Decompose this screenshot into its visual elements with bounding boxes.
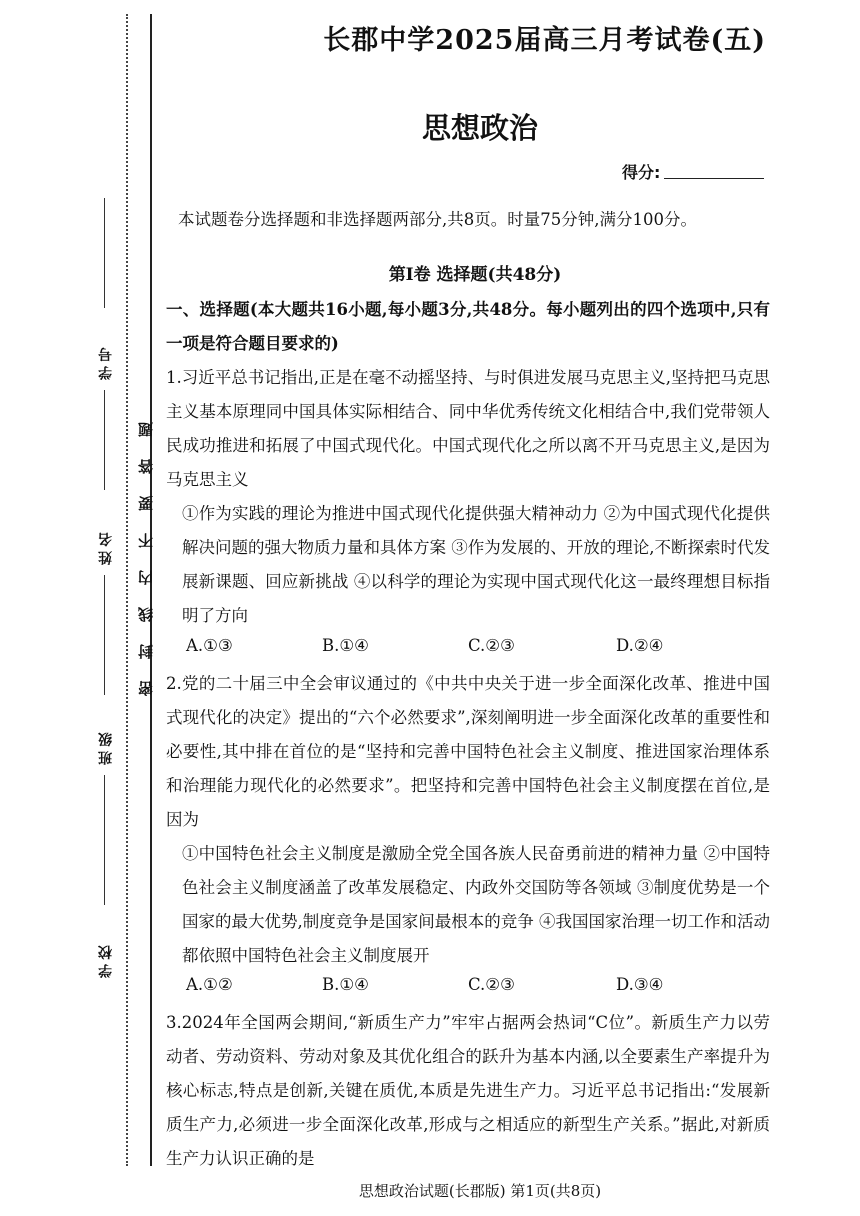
- section-instructions: 一、选择题(本大题共16小题,每小题3分,共48分。每小题列出的四个选项中,只有一项是符合题目要求的): [166, 300, 770, 353]
- subject-title: 思想政治: [421, 111, 538, 145]
- seal-warning-text: 密封线内不要答题: [137, 400, 155, 696]
- section-title: 第Ⅰ卷 选择题(共48分): [388, 265, 562, 285]
- page-footer: 思想政治试题(长郡版) 第1页(共8页): [358, 1182, 602, 1200]
- option-a[interactable]: A.①③: [186, 636, 233, 655]
- question-1-statements: ①作为实践的理论为推进中国式现代化提供强大精神动力 ②为中国式现代化提供解决问题的强大物质力量和具体方案 ③作为发展的、开放的理论,不断探索时代发展新课题、回应新挑战 ④以科学的理论为实现中国式现代化这一最终理想目标指明了方向: [182, 504, 770, 625]
- score-blank[interactable]: [664, 178, 764, 179]
- question-1-stem: 1.习近平总书记指出,正是在毫不动摇坚持、与时俱进发展马克思主义,坚持把马克思主义基本原理同中国具体实际相结合、同中华优秀传统文化相结合中,我们党带领人民成功推进和拓展了中国式现代化。中国式现代化之所以离不开马克思主义,是因为马克思主义: [166, 368, 770, 489]
- school-blank-line: [104, 775, 105, 905]
- name-label: 姓 名: [98, 532, 114, 565]
- question-2-statements: ①中国特色社会主义制度是激励全党全国各族人民奋勇前进的精神力量 ②中国特色社会主义制度涵盖了改革发展稳定、内政外交国防等各领域 ③制度优势是一个国家的最大优势,制度竞争是国家间最根本的竞争 ④我国国家治理一切工作和活动都依照中国特色社会主义制度展开: [182, 844, 770, 965]
- option-c[interactable]: C.②③: [468, 975, 515, 994]
- option-b[interactable]: B.①④: [322, 975, 369, 994]
- exam-intro: 本试题卷分选择题和非选择题两部分,共8页。时量75分钟,满分100分。: [178, 210, 697, 229]
- option-b[interactable]: B.①④: [322, 636, 369, 655]
- question-2-options: [186, 975, 746, 1005]
- score-label: 得分:: [622, 163, 661, 182]
- option-c[interactable]: C.②③: [468, 636, 515, 655]
- binding-dotted-line: [126, 14, 128, 1166]
- question-3-stem: 3.2024年全国两会期间,“新质生产力”牢牢占据两会热词“C位”。新质生产力以劳动者、劳动资料、劳动对象及其优化组合的跃升为基本内涵,以全要素生产率提升为核心标志,特点是创新,关键在质优,本质是先进生产力。习近平总书记指出:“发展新质生产力,必须进一步全面深化改革,形成与之相适应的新型生产关系。”据此,对新质生产力认识正确的是: [166, 1013, 770, 1168]
- option-d[interactable]: D.②④: [616, 636, 664, 655]
- student-id-label: 学 号: [98, 347, 114, 380]
- school-label: 学 校: [98, 945, 114, 978]
- name-blank-line: [104, 390, 105, 490]
- class-blank-line: [104, 575, 105, 695]
- question-2-stem: 2.党的二十届三中全会审议通过的《中共中央关于进一步全面深化改革、推进中国式现代化的决定》提出的“六个必然要求”,深刻阐明进一步全面深化改革的重要性和必要性,其中排在首位的是“坚持和完善中国特色社会主义制度、推进国家治理体系和治理能力现代化的必然要求”。把坚持和完善中国特色社会主义制度摆在首位,是因为: [166, 674, 770, 829]
- option-d[interactable]: D.③④: [616, 975, 664, 994]
- option-a[interactable]: A.①②: [186, 975, 233, 994]
- question-1-options: [186, 636, 746, 666]
- class-label: 班 级: [98, 732, 114, 765]
- exam-header: 长郡中学2025届高三月考试卷(五): [323, 25, 766, 56]
- student-id-blank-line: [104, 198, 105, 308]
